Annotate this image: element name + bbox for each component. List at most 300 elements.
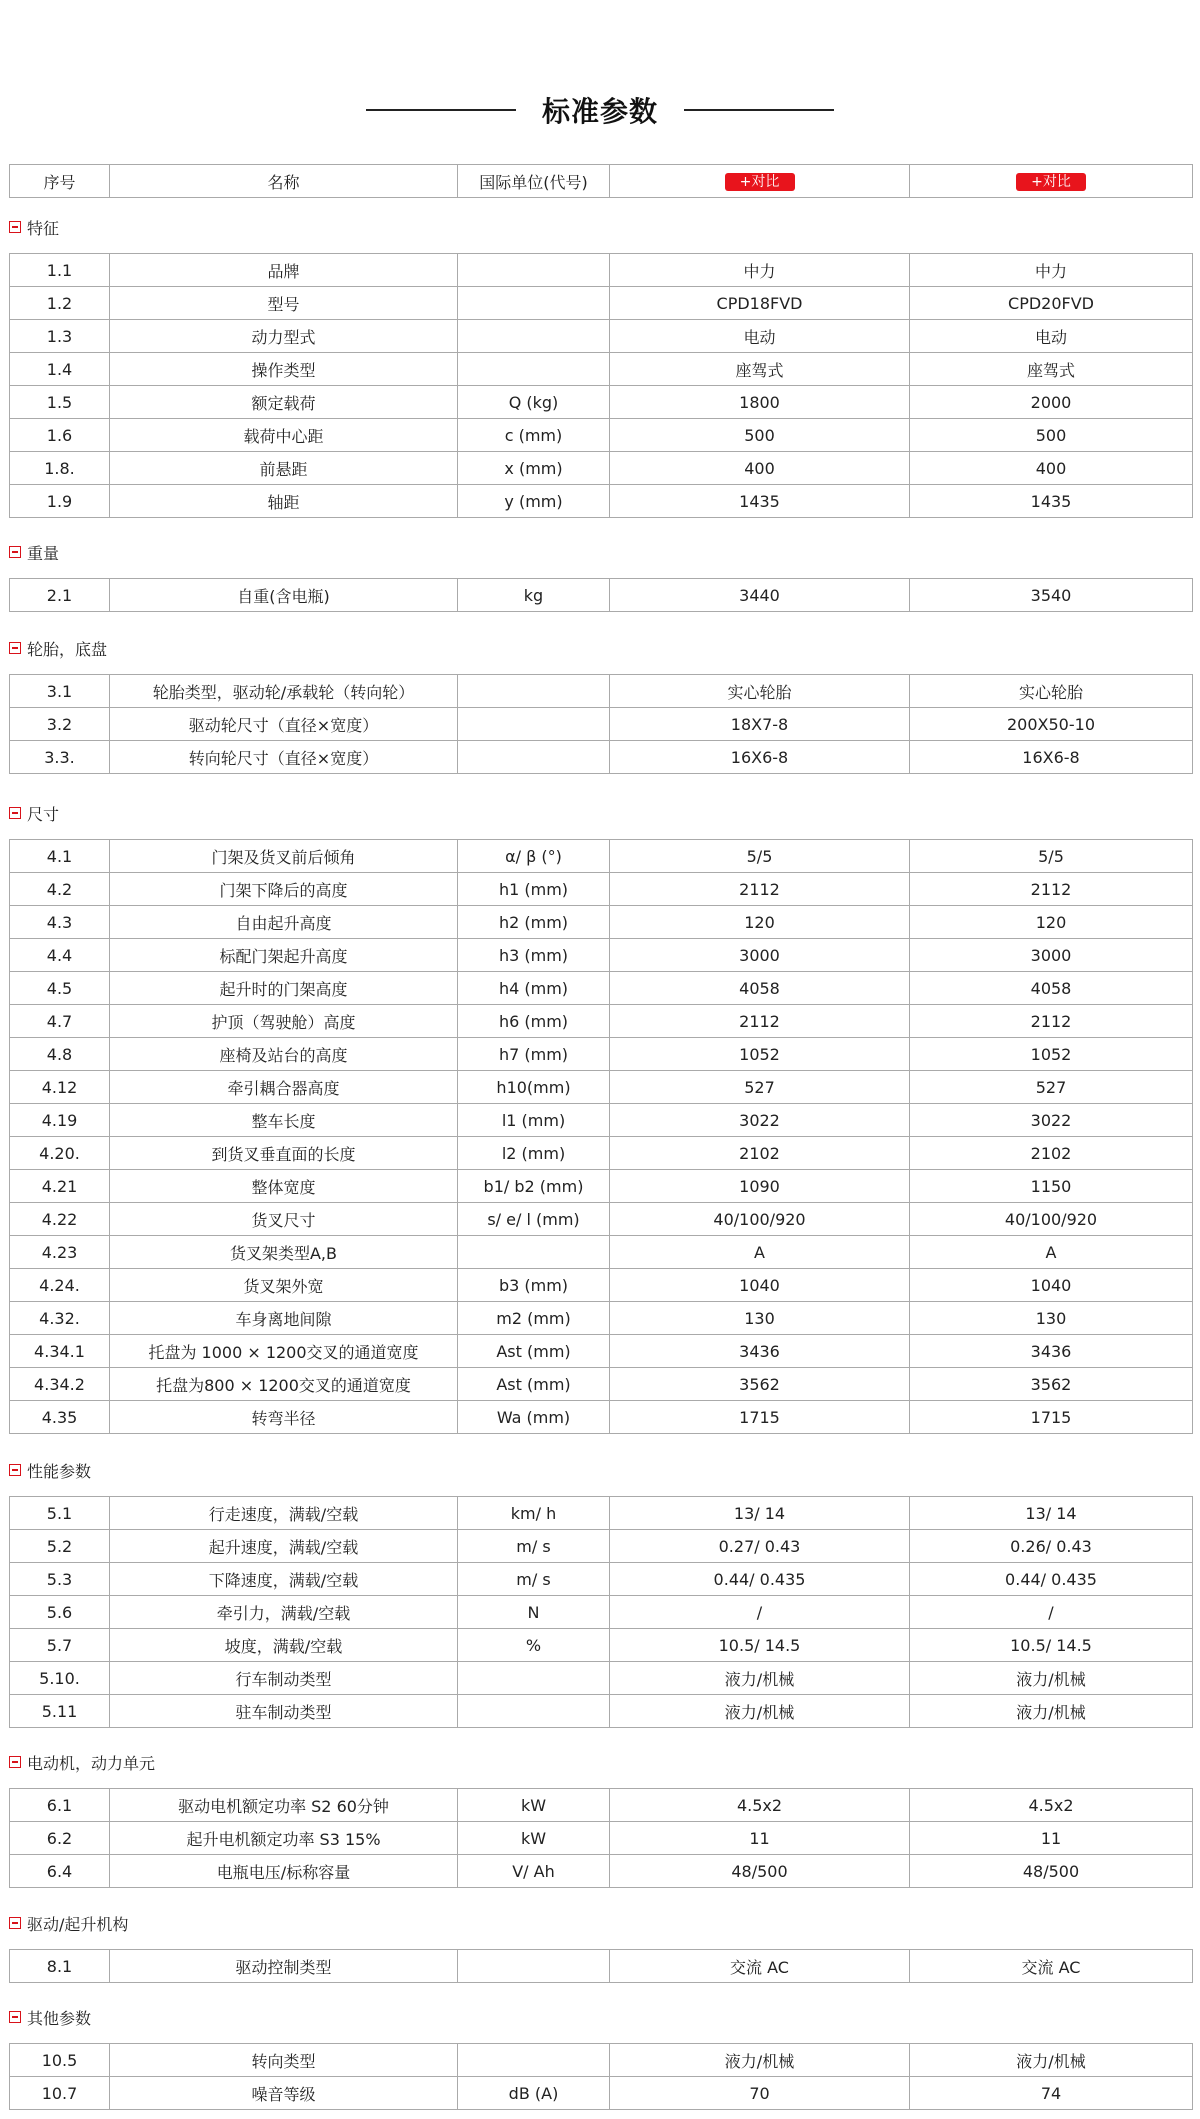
row-value-2: 3562 [910, 1368, 1193, 1401]
row-seq: 4.4 [10, 939, 110, 972]
row-seq: 4.24. [10, 1269, 110, 1302]
row-value-2: 0.26/ 0.43 [910, 1530, 1193, 1563]
row-seq: 1.2 [10, 287, 110, 320]
row-value-1: 13/ 14 [610, 1497, 910, 1530]
row-unit: c (mm) [458, 419, 610, 452]
row-name: 载荷中心距 [110, 419, 458, 452]
row-value-1: 2112 [610, 1005, 910, 1038]
spec-row [10, 1236, 1193, 1269]
header-unit: 国际单位(代号) [458, 165, 610, 198]
spec-row [10, 254, 1193, 287]
header-name: 名称 [110, 165, 458, 198]
row-value-1: 40/100/920 [610, 1203, 910, 1236]
row-unit: Ast (mm) [458, 1335, 610, 1368]
row-seq: 4.34.2 [10, 1368, 110, 1401]
row-name: 货叉架类型A,B [110, 1236, 458, 1269]
row-seq: 4.20. [10, 1137, 110, 1170]
row-value-1: 5/5 [610, 840, 910, 873]
spec-row [10, 1368, 1193, 1401]
row-value-2: 液力/机械 [910, 2044, 1193, 2077]
row-value-1: 0.44/ 0.435 [610, 1563, 910, 1596]
row-value-1: 10.5/ 14.5 [610, 1629, 910, 1662]
section-table [9, 2043, 1193, 2110]
row-unit [458, 2044, 610, 2077]
row-value-1: A [610, 1236, 910, 1269]
row-seq: 1.8. [10, 452, 110, 485]
section-table [9, 1496, 1193, 1728]
row-name: 门架下降后的高度 [110, 873, 458, 906]
collapse-minus-icon[interactable] [9, 1756, 21, 1768]
row-value-1: 1052 [610, 1038, 910, 1071]
row-value-1: 0.27/ 0.43 [610, 1530, 910, 1563]
row-value-1: 3436 [610, 1335, 910, 1368]
row-name: 轮胎类型，驱动轮/承载轮（转向轮） [110, 675, 458, 708]
row-unit: Q (kg) [458, 386, 610, 419]
spec-row [10, 1104, 1193, 1137]
row-value-1: 1715 [610, 1401, 910, 1434]
row-name: 整车长度 [110, 1104, 458, 1137]
row-value-2: 527 [910, 1071, 1193, 1104]
row-name: 到货叉垂直面的长度 [110, 1137, 458, 1170]
row-value-2: / [910, 1596, 1193, 1629]
row-unit [458, 353, 610, 386]
spec-row [10, 1269, 1193, 1302]
section-title: 特征 [27, 218, 60, 238]
row-seq: 4.21 [10, 1170, 110, 1203]
row-name: 下降速度，满载/空载 [110, 1563, 458, 1596]
row-value-2: 1715 [910, 1401, 1193, 1434]
row-value-1: 液力/机械 [610, 1662, 910, 1695]
row-value-2: 中力 [910, 254, 1193, 287]
row-value-1: / [610, 1596, 910, 1629]
row-name: 起升速度，满载/空载 [110, 1530, 458, 1563]
spec-row [10, 741, 1193, 774]
spec-row [10, 1005, 1193, 1038]
row-unit: V/ Ah [458, 1855, 610, 1888]
row-value-2: 10.5/ 14.5 [910, 1629, 1193, 1662]
row-unit: km/ h [458, 1497, 610, 1530]
row-unit: dB (A) [458, 2077, 610, 2110]
spec-row [10, 1302, 1193, 1335]
row-value-2: 液力/机械 [910, 1695, 1193, 1728]
row-seq: 3.3. [10, 741, 110, 774]
section-title: 驱动/起升机构 [27, 1914, 129, 1934]
row-name: 噪音等级 [110, 2077, 458, 2110]
row-seq: 4.1 [10, 840, 110, 873]
row-value-2: 2000 [910, 386, 1193, 419]
row-seq: 4.12 [10, 1071, 110, 1104]
row-unit: l2 (mm) [458, 1137, 610, 1170]
row-value-2: 16X6-8 [910, 741, 1193, 774]
row-value-1: 4058 [610, 972, 910, 1005]
row-name: 托盘为800 × 1200交叉的通道宽度 [110, 1368, 458, 1401]
row-name: 动力型式 [110, 320, 458, 353]
row-unit: b1/ b2 (mm) [458, 1170, 610, 1203]
spec-row [10, 1497, 1193, 1530]
row-value-2: 120 [910, 906, 1193, 939]
spec-row [10, 939, 1193, 972]
row-seq: 4.23 [10, 1236, 110, 1269]
row-value-2: 130 [910, 1302, 1193, 1335]
row-seq: 4.3 [10, 906, 110, 939]
section-title: 重量 [27, 543, 60, 563]
row-value-2: 电动 [910, 320, 1193, 353]
section-table [9, 253, 1193, 518]
row-seq: 1.3 [10, 320, 110, 353]
collapse-minus-icon[interactable] [9, 1464, 21, 1476]
spec-row [10, 1855, 1193, 1888]
row-value-2: 40/100/920 [910, 1203, 1193, 1236]
row-seq: 5.1 [10, 1497, 110, 1530]
row-value-2: 液力/机械 [910, 1662, 1193, 1695]
row-value-1: 18X7-8 [610, 708, 910, 741]
row-value-2: 3000 [910, 939, 1193, 972]
row-value-2: 5/5 [910, 840, 1193, 873]
row-value-2: 4058 [910, 972, 1193, 1005]
spec-row [10, 1170, 1193, 1203]
header-seq: 序号 [10, 165, 110, 198]
row-name: 车身离地间隙 [110, 1302, 458, 1335]
spec-row [10, 419, 1193, 452]
section-table [9, 674, 1193, 774]
row-unit: m/ s [458, 1530, 610, 1563]
row-unit: m2 (mm) [458, 1302, 610, 1335]
compare-button-2[interactable]: +对比 [1016, 173, 1086, 191]
collapse-minus-icon[interactable] [9, 807, 21, 819]
row-name: 额定载荷 [110, 386, 458, 419]
row-value-1: 2102 [610, 1137, 910, 1170]
row-unit [458, 708, 610, 741]
row-seq: 1.6 [10, 419, 110, 452]
row-seq: 10.7 [10, 2077, 110, 2110]
page-title: 标准参数 [541, 95, 658, 128]
row-value-2: 48/500 [910, 1855, 1193, 1888]
row-unit [458, 1236, 610, 1269]
row-seq: 1.4 [10, 353, 110, 386]
collapse-minus-icon[interactable] [9, 221, 21, 233]
row-value-1: 48/500 [610, 1855, 910, 1888]
spec-row [10, 1563, 1193, 1596]
row-unit: Wa (mm) [458, 1401, 610, 1434]
row-value-1: 电动 [610, 320, 910, 353]
row-seq: 4.34.1 [10, 1335, 110, 1368]
row-unit: h2 (mm) [458, 906, 610, 939]
row-name: 标配门架起升高度 [110, 939, 458, 972]
row-seq: 4.32. [10, 1302, 110, 1335]
row-seq: 2.1 [10, 579, 110, 612]
section-header[interactable] [9, 1752, 155, 1772]
row-unit: h4 (mm) [458, 972, 610, 1005]
row-value-1: CPD18FVD [610, 287, 910, 320]
row-name: 牵引力，满载/空载 [110, 1596, 458, 1629]
spec-row [10, 1530, 1193, 1563]
row-name: 起升电机额定功率 S3 15% [110, 1822, 458, 1855]
row-value-2: 1052 [910, 1038, 1193, 1071]
row-unit: h7 (mm) [458, 1038, 610, 1071]
row-value-2: 200X50-10 [910, 708, 1193, 741]
row-unit: N [458, 1596, 610, 1629]
row-name: 门架及货叉前后倾角 [110, 840, 458, 873]
row-unit: h1 (mm) [458, 873, 610, 906]
row-name: 坡度，满载/空载 [110, 1629, 458, 1662]
section-header[interactable] [9, 1913, 128, 1933]
section-title: 其他参数 [27, 2008, 92, 2028]
row-unit [458, 1662, 610, 1695]
row-seq: 4.7 [10, 1005, 110, 1038]
spec-row [10, 840, 1193, 873]
row-value-2: 11 [910, 1822, 1193, 1855]
row-name: 行走速度，满载/空载 [110, 1497, 458, 1530]
spec-row [10, 1335, 1193, 1368]
row-name: 起升时的门架高度 [110, 972, 458, 1005]
row-name: 前悬距 [110, 452, 458, 485]
spec-row [10, 708, 1193, 741]
row-value-2: A [910, 1236, 1193, 1269]
row-unit: b3 (mm) [458, 1269, 610, 1302]
section-header[interactable] [9, 542, 59, 562]
row-value-1: 3000 [610, 939, 910, 972]
row-value-1: 2112 [610, 873, 910, 906]
row-seq: 10.5 [10, 2044, 110, 2077]
row-value-2: 1435 [910, 485, 1193, 518]
spec-row [10, 1203, 1193, 1236]
row-value-2: CPD20FVD [910, 287, 1193, 320]
spec-row [10, 675, 1193, 708]
section-header[interactable] [9, 1460, 91, 1480]
row-value-1: 1040 [610, 1269, 910, 1302]
row-unit: kW [458, 1822, 610, 1855]
row-unit: h3 (mm) [458, 939, 610, 972]
spec-row [10, 287, 1193, 320]
row-value-2: 3436 [910, 1335, 1193, 1368]
row-value-1: 130 [610, 1302, 910, 1335]
row-unit [458, 1950, 610, 1983]
row-seq: 4.8 [10, 1038, 110, 1071]
row-seq: 3.1 [10, 675, 110, 708]
row-name: 轴距 [110, 485, 458, 518]
row-unit: y (mm) [458, 485, 610, 518]
compare-cell-1 [610, 165, 910, 198]
row-value-1: 527 [610, 1071, 910, 1104]
row-unit [458, 320, 610, 353]
row-unit: % [458, 1629, 610, 1662]
row-seq: 5.10. [10, 1662, 110, 1695]
row-seq: 6.1 [10, 1789, 110, 1822]
spec-row [10, 1950, 1193, 1983]
collapse-minus-icon[interactable] [9, 642, 21, 654]
row-value-2: 4.5x2 [910, 1789, 1193, 1822]
compare-button-1[interactable]: +对比 [725, 173, 795, 191]
section-header[interactable] [9, 217, 59, 237]
row-seq: 4.35 [10, 1401, 110, 1434]
row-seq: 5.3 [10, 1563, 110, 1596]
row-value-2: 74 [910, 2077, 1193, 2110]
spec-row [10, 906, 1193, 939]
row-value-1: 座驾式 [610, 353, 910, 386]
spec-row [10, 452, 1193, 485]
spec-row [10, 1822, 1193, 1855]
row-value-1: 中力 [610, 254, 910, 287]
section-table [9, 1788, 1193, 1888]
row-seq: 1.9 [10, 485, 110, 518]
row-name: 座椅及站台的高度 [110, 1038, 458, 1071]
spec-row [10, 1695, 1193, 1728]
row-value-2: 0.44/ 0.435 [910, 1563, 1193, 1596]
spec-row [10, 873, 1193, 906]
spec-row [10, 1629, 1193, 1662]
row-unit: l1 (mm) [458, 1104, 610, 1137]
spec-row [10, 972, 1193, 1005]
row-seq: 3.2 [10, 708, 110, 741]
row-seq: 1.5 [10, 386, 110, 419]
row-value-2: 实心轮胎 [910, 675, 1193, 708]
row-value-2: 3022 [910, 1104, 1193, 1137]
section-table [9, 1949, 1193, 1983]
spec-row [10, 1596, 1193, 1629]
row-value-2: 2102 [910, 1137, 1193, 1170]
row-value-1: 11 [610, 1822, 910, 1855]
row-value-1: 实心轮胎 [610, 675, 910, 708]
row-value-1: 3562 [610, 1368, 910, 1401]
spec-row [10, 1071, 1193, 1104]
row-name: 自由起升高度 [110, 906, 458, 939]
row-name: 护顶（驾驶舱）高度 [110, 1005, 458, 1038]
row-name: 电瓶电压/标称容量 [110, 1855, 458, 1888]
row-seq: 6.2 [10, 1822, 110, 1855]
row-seq: 5.2 [10, 1530, 110, 1563]
row-value-1: 3022 [610, 1104, 910, 1137]
section-title: 尺寸 [27, 804, 60, 824]
row-seq: 1.1 [10, 254, 110, 287]
row-unit [458, 254, 610, 287]
spec-row [10, 1137, 1193, 1170]
row-name: 整体宽度 [110, 1170, 458, 1203]
row-value-1: 70 [610, 2077, 910, 2110]
row-value-1: 1090 [610, 1170, 910, 1203]
section-table [9, 578, 1193, 612]
spec-row [10, 320, 1193, 353]
row-value-1: 液力/机械 [610, 2044, 910, 2077]
row-value-2: 座驾式 [910, 353, 1193, 386]
title-divider-right [684, 109, 834, 111]
row-value-1: 交流 AC [610, 1950, 910, 1983]
row-name: 操作类型 [110, 353, 458, 386]
row-unit: Ast (mm) [458, 1368, 610, 1401]
row-value-1: 液力/机械 [610, 1695, 910, 1728]
section-header[interactable] [9, 638, 107, 658]
row-name: 品牌 [110, 254, 458, 287]
row-value-1: 120 [610, 906, 910, 939]
row-value-1: 400 [610, 452, 910, 485]
section-table [9, 839, 1193, 1434]
row-name: 驻车制动类型 [110, 1695, 458, 1728]
row-unit: h10(mm) [458, 1071, 610, 1104]
row-unit: s/ e/ l (mm) [458, 1203, 610, 1236]
row-value-1: 500 [610, 419, 910, 452]
collapse-minus-icon[interactable] [9, 2011, 21, 2023]
spec-row [10, 485, 1193, 518]
row-name: 自重(含电瓶) [110, 579, 458, 612]
header-row [10, 165, 1193, 198]
row-seq: 5.7 [10, 1629, 110, 1662]
collapse-minus-icon[interactable] [9, 1917, 21, 1929]
compare-cell-2 [910, 165, 1193, 198]
row-value-2: 2112 [910, 1005, 1193, 1038]
row-unit: α/ β (°) [458, 840, 610, 873]
row-unit [458, 1695, 610, 1728]
spec-row [10, 579, 1193, 612]
row-seq: 4.19 [10, 1104, 110, 1137]
row-seq: 4.2 [10, 873, 110, 906]
row-value-2: 2112 [910, 873, 1193, 906]
row-value-1: 1800 [610, 386, 910, 419]
row-unit: x (mm) [458, 452, 610, 485]
row-seq: 4.22 [10, 1203, 110, 1236]
row-unit [458, 675, 610, 708]
row-seq: 6.4 [10, 1855, 110, 1888]
row-value-1: 1435 [610, 485, 910, 518]
spec-row [10, 353, 1193, 386]
section-title: 性能参数 [27, 1461, 92, 1481]
spec-row [10, 1038, 1193, 1071]
spec-row [10, 2044, 1193, 2077]
row-value-1: 3440 [610, 579, 910, 612]
row-name: 牵引耦合器高度 [110, 1071, 458, 1104]
row-unit: h6 (mm) [458, 1005, 610, 1038]
spec-row [10, 2077, 1193, 2110]
row-name: 货叉架外宽 [110, 1269, 458, 1302]
spec-row [10, 1401, 1193, 1434]
row-name: 货叉尺寸 [110, 1203, 458, 1236]
row-seq: 5.6 [10, 1596, 110, 1629]
row-name: 转向类型 [110, 2044, 458, 2077]
row-seq: 8.1 [10, 1950, 110, 1983]
row-name: 转向轮尺寸（直径×宽度） [110, 741, 458, 774]
row-value-2: 1150 [910, 1170, 1193, 1203]
row-name: 行车制动类型 [110, 1662, 458, 1695]
row-name: 驱动控制类型 [110, 1950, 458, 1983]
row-value-2: 400 [910, 452, 1193, 485]
spec-row [10, 386, 1193, 419]
spec-row [10, 1789, 1193, 1822]
row-value-2: 13/ 14 [910, 1497, 1193, 1530]
section-header[interactable] [9, 803, 59, 823]
row-value-2: 1040 [910, 1269, 1193, 1302]
page-title-bar [0, 88, 1200, 132]
row-unit: kW [458, 1789, 610, 1822]
row-value-2: 500 [910, 419, 1193, 452]
title-divider-left [366, 109, 516, 111]
row-unit [458, 741, 610, 774]
row-name: 托盘为 1000 × 1200交叉的通道宽度 [110, 1335, 458, 1368]
row-value-2: 3540 [910, 579, 1193, 612]
row-seq: 5.11 [10, 1695, 110, 1728]
section-header[interactable] [9, 2007, 91, 2027]
section-title: 轮胎，底盘 [27, 639, 108, 659]
row-unit: kg [458, 579, 610, 612]
row-name: 转弯半径 [110, 1401, 458, 1434]
row-name: 型号 [110, 287, 458, 320]
row-name: 驱动轮尺寸（直径×宽度） [110, 708, 458, 741]
row-unit: m/ s [458, 1563, 610, 1596]
row-value-2: 交流 AC [910, 1950, 1193, 1983]
spec-row [10, 1662, 1193, 1695]
collapse-minus-icon[interactable] [9, 546, 21, 558]
row-seq: 4.5 [10, 972, 110, 1005]
header-table [9, 164, 1193, 198]
row-value-1: 16X6-8 [610, 741, 910, 774]
row-name: 驱动电机额定功率 S2 60分钟 [110, 1789, 458, 1822]
